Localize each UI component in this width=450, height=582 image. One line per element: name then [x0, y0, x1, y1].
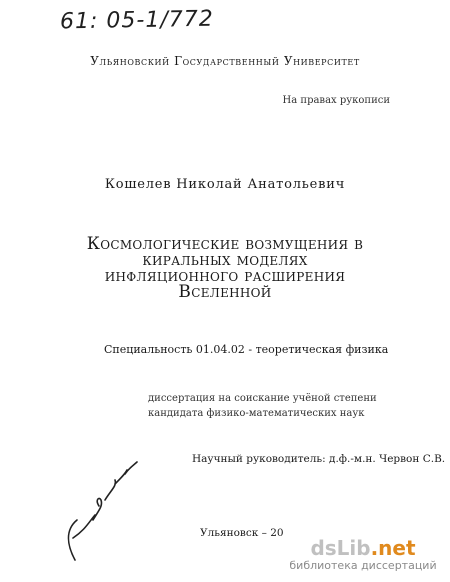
specialty-line: Специальность 01.04.02 - теоретическая физика: [104, 343, 389, 356]
title-line-1: Космологические возмущения в: [86, 234, 364, 254]
watermark-logo: [288, 537, 438, 559]
degree-line-1: диссертация на соискание учёной степени: [148, 393, 377, 404]
city-year: Ульяновск – 20: [200, 527, 284, 539]
rights-note: На правах рукописи: [282, 95, 390, 106]
watermark-logo-main: dsLib: [310, 536, 371, 560]
title-line-3: инфляционного расширения: [104, 266, 346, 286]
watermark: [288, 537, 438, 572]
university-name: Ульяновский Государственный Университет: [90, 54, 360, 68]
title-line-4: Вселенной: [178, 282, 272, 302]
handwritten-signature: [55, 460, 150, 570]
scientific-advisor: Научный руководитель: д.ф.-м.н. Червон С.В.: [192, 453, 446, 465]
handwritten-catalog-number: 61: 05-1/772: [59, 6, 214, 35]
dissertation-title: [0, 236, 450, 300]
author-name: Кошелев Николай Анатольевич: [104, 177, 346, 192]
watermark-subtitle: библиотека диссертаций: [289, 559, 437, 572]
title-line-2: киральных моделях: [142, 250, 308, 270]
degree-line-2: кандидата физико-математических наук: [148, 408, 365, 419]
watermark-logo-suffix: .net: [370, 536, 416, 560]
